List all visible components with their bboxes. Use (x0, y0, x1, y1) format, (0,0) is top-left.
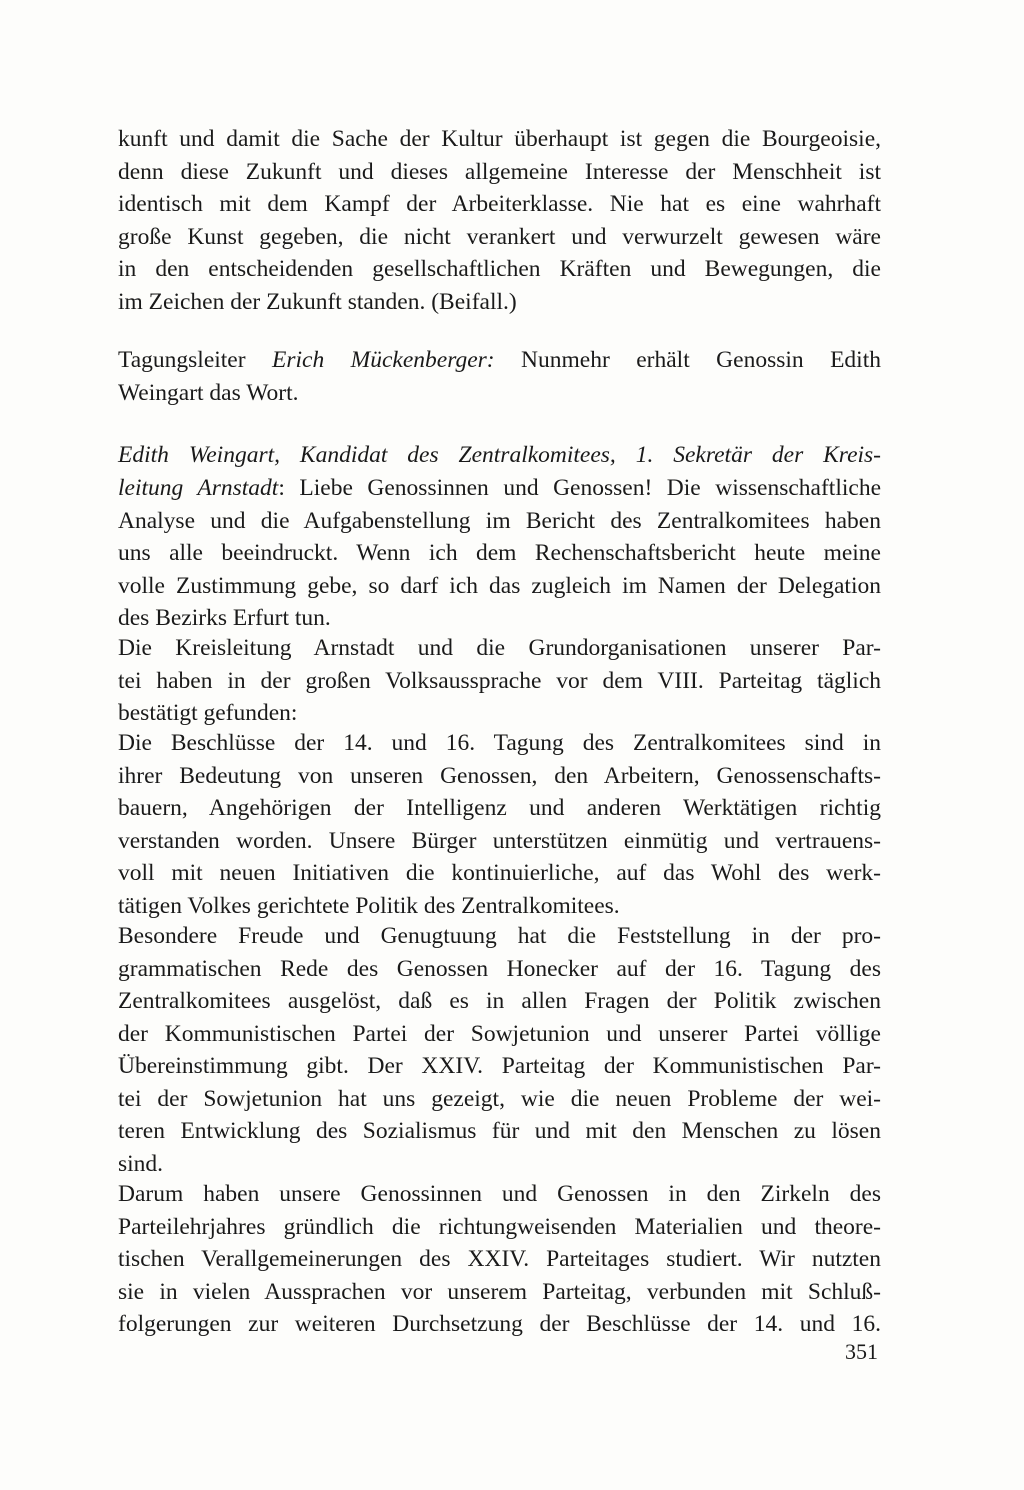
text-line: im Zeichen der Zukunft standen. (Beifall.) (118, 289, 517, 315)
text-line: Analyse und die Aufgabenstellung im Bericht des Zentralkomitees haben (118, 508, 881, 534)
text-line: teren Entwicklung des Sozialismus für und mit den Menschen zu lösen (118, 1118, 881, 1144)
text-line: in den entscheidenden gesellschaftlichen Kräften und Bewegungen, die (118, 256, 881, 282)
text-line: uns alle beeindruckt. Wenn ich dem Rechenschaftsbericht heute meine (118, 540, 881, 566)
text-line: tätigen Volkes gerichtete Politik des Zentralkomitees. (118, 893, 620, 919)
text-span: Nunmehr erhält Genossin Edith (494, 347, 881, 373)
text-line: Weingart das Wort. (118, 380, 299, 406)
text-line: Darum haben unsere Genossinnen und Genossen in den Zirkeln des (118, 1181, 881, 1207)
text-span: : Liebe Genossinnen und Genossen! Die wissenschaftliche (278, 475, 882, 501)
text-line: tei der Sowjetunion hat uns gezeigt, wie die neuen Probleme der wei- (118, 1086, 881, 1112)
text-line: bauern, Angehörigen der Intelligenz und anderen Werktätigen richtig (118, 795, 881, 821)
text-line: ihrer Bedeutung von unseren Genossen, den Arbeitern, Genossenschafts- (118, 763, 881, 789)
text-line: Parteilehrjahres gründlich die richtungweisenden Materialien und theore- (118, 1214, 881, 1240)
speaker-name: Erich Mückenberger: (272, 347, 495, 373)
text-line: Die Beschlüsse der 14. und 16. Tagung des Zentralkomitees sind in (118, 730, 881, 756)
text-line: tei haben in der großen Volksaussprache vor dem VIII. Parteitag täglich (118, 668, 881, 694)
chair-announcement-line (118, 344, 881, 376)
text-line: verstanden worden. Unsere Bürger unterstützen einmütig und vertrauens- (118, 828, 881, 854)
text-line: Zentralkomitees ausgelöst, daß es in allen Fragen der Politik zwischen (118, 988, 881, 1014)
text-line: Die Kreisleitung Arnstadt und die Grundorganisationen unserer Par- (118, 635, 881, 661)
text-line: denn diese Zukunft und dieses allgemeine Interesse der Menschheit ist (118, 159, 881, 185)
text-line: voll mit neuen Initiativen die kontinuierliche, auf das Wohl des werk- (118, 860, 881, 886)
text-line: kunft und damit die Sache der Kultur überhaupt ist gegen die Bourgeoisie, (118, 126, 881, 152)
speaker-title: leitung Arnstadt (118, 475, 279, 501)
text-line: volle Zustimmung gebe, so darf ich das zugleich im Namen der Delegation (118, 573, 881, 599)
text-line: sie in vielen Aussprachen vor unserem Parteitag, verbunden mit Schluß- (118, 1279, 881, 1305)
text-line: Übereinstimmung gibt. Der XXIV. Parteitag der Kommunistischen Par- (118, 1053, 881, 1079)
text-span: Tagungsleiter (118, 347, 272, 373)
text-line: Besondere Freude und Genugtuung hat die Feststellung in der pro- (118, 923, 881, 949)
text-line: folgerungen zur weiteren Durchsetzung der Beschlüsse der 14. und 16. (118, 1311, 881, 1337)
text-line: der Kommunistischen Partei der Sowjetunion und unserer Partei völlige (118, 1021, 881, 1047)
text-line: sind. (118, 1151, 164, 1177)
text-line: des Bezirks Erfurt tun. (118, 605, 331, 631)
speaker-heading-line (118, 472, 881, 504)
page-number: 351 (845, 1339, 878, 1364)
text-line: tischen Verallgemeinerungen des XXIV. Parteitages studiert. Wir nutzten (118, 1246, 881, 1272)
speaker-heading-line (118, 439, 881, 471)
speaker-title: Edith Weingart, Kandidat des Zentralkomitees, 1. Sekretär der Kreis- (118, 442, 881, 468)
text-line: große Kunst gegeben, die nicht verankert und verwurzelt gewesen wäre (118, 224, 881, 250)
text-line: identisch mit dem Kampf der Arbeiterklasse. Nie hat es eine wahrhaft (118, 191, 881, 217)
text-line: grammatischen Rede des Genossen Honecker auf der 16. Tagung des (118, 956, 881, 982)
text-line: bestätigt gefunden: (118, 700, 298, 726)
